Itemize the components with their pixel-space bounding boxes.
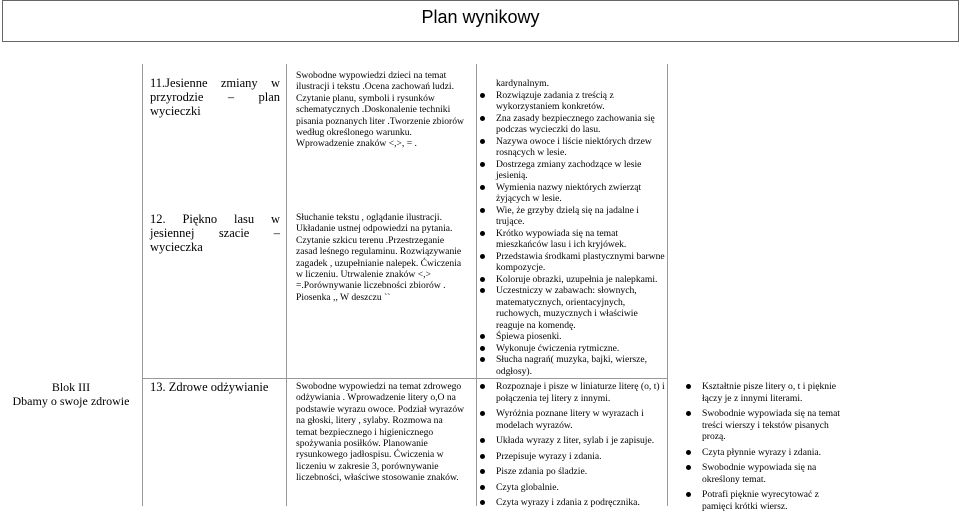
- list-item-text: Śpiewa piosenki.: [496, 331, 562, 342]
- grid-line: [286, 64, 287, 506]
- list-item-text: Wie, że grzyby dzielą się na jadalne i trujące.: [496, 204, 639, 227]
- grid-line: [142, 64, 143, 506]
- list-item: [476, 90, 666, 113]
- list-item-text: Pisze zdania po śladzie.: [496, 466, 588, 477]
- list-item: [476, 159, 666, 182]
- description-13: Swobodne wypowiedzi na temat zdrowego odżywiania . Wprowadzenie litery o,O na podstawie wyrazu owoce. Podział wyrazów na głoski, litery , sylaby. Rozmowa na temat bezpiecznego i higienicznego spożywania posiłków. Planowanie rysunkowego jadłospisu. Ćwiczenia w liczeniu w zakresie 3, porównywanie liczebności, właściwe stosowanie znaków.: [296, 381, 465, 484]
- list-item-text: Przedstawia środkami plastycznymi barwne kompozycje.: [496, 250, 665, 273]
- list-item: [682, 447, 842, 459]
- title-bar: [2, 0, 959, 42]
- list-item: [476, 497, 666, 509]
- list-item: [682, 462, 842, 485]
- topic-12: 12. Piękno lasu w jesiennej szacie – wycieczka: [150, 212, 280, 254]
- page-title: Plan wynikowy: [421, 7, 540, 27]
- list-item-text: Uczestniczy w zabawach: słownych, matematycznych, orientacyjnych, ruchowych, muzycznych i właściwie reaguje na komendę.: [496, 285, 638, 331]
- list-item-text: Wykonuje ćwiczenia rytmiczne.: [496, 342, 620, 354]
- list-item-text: Koloruje obrazki, uzupełnia je nalepkami.: [496, 273, 658, 285]
- list-item: [682, 381, 842, 404]
- list-item: [476, 435, 666, 447]
- list-item: [476, 466, 666, 478]
- list-item-text: Czyta globalnie.: [496, 481, 559, 493]
- grid-line: [667, 64, 668, 506]
- requirements-list-upper: [476, 78, 666, 377]
- requirements-list-basic: [476, 381, 666, 513]
- list-item: [476, 113, 666, 136]
- list-item-text: kardynalnym.: [496, 78, 550, 89]
- description-11: Swobodne wypowiedzi dzieci na temat ilustracji i tekstu .Ocena zachowań ludzi. Czytanie planu, symboli i rysunków schematycznych .Doskonalenie techniki pisania poznanych liter .Tworzenie zbiorów według określonego warunku. Wprowadzenie znaków <,>, = .: [296, 70, 464, 150]
- list-item: [476, 251, 666, 274]
- block-label: [2, 380, 140, 408]
- list-item: [476, 408, 666, 431]
- block-name: Dbamy o swoje zdrowie: [12, 394, 130, 408]
- list-item-text: Czyta płynnie wyrazy i zdania.: [702, 446, 822, 458]
- list-item: [476, 354, 666, 377]
- list-item-text: Dostrzega zmiany zachodzące w lesie jesienią.: [496, 158, 642, 181]
- list-item-text: Słucha nagrań( muzyka, bajki, wiersze, odgłosy).: [496, 354, 648, 377]
- list-item: [682, 408, 842, 443]
- list-item: [682, 489, 842, 512]
- list-item-text: Wyróżnia poznane litery w wyrazach i modelach wyrazów.: [496, 408, 644, 431]
- list-item: [476, 274, 666, 286]
- list-item-text: Swobodnie wypowiada się na temat treści wierszy i tekstów pisanych prozą.: [702, 408, 841, 442]
- list-item: [476, 228, 666, 251]
- list-item: [476, 381, 666, 404]
- list-item-text: Kształtnie pisze litery o, t i pięknie łączy je z innymi literami.: [702, 381, 837, 404]
- list-item-text: Potrafi pięknie wyrecytować z pamięci krótki wiersz.: [702, 489, 819, 512]
- list-item: [476, 205, 666, 228]
- list-item-text: Rozwiązuje zadania z treścią z wykorzystaniem konkretów.: [496, 89, 614, 112]
- list-item-text: Przepisuje wyrazy i zdania.: [496, 450, 602, 462]
- list-item: [476, 136, 666, 159]
- list-item: [476, 451, 666, 463]
- row-divider: [142, 378, 667, 379]
- list-item-text: Swobodnie wypowiada się na określony temat.: [702, 462, 817, 485]
- list-item-text: Nazywa owoce i liście niektórych drzew rosnących w lesie.: [496, 135, 652, 158]
- list-item: [476, 331, 666, 343]
- list-item-text: Wymienia nazwy niektórych zwierząt żyjących w lesie.: [496, 181, 642, 204]
- topic-11: 11.Jesienne zmiany w przyrodzie – plan wycieczki: [150, 76, 280, 118]
- list-item-text: Czyta wyrazy i zdania z podręcznika.: [496, 497, 640, 508]
- list-item-text: Krótko wypowiada się na temat mieszkańców lasu i ich kryjówek.: [496, 227, 627, 250]
- list-item: [476, 285, 666, 331]
- list-item-text: Zna zasady bezpiecznego zachowania się podczas wycieczki do lasu.: [496, 112, 655, 135]
- requirements-list-extended: [682, 381, 842, 516]
- topic-13: 13. Zdrowe odżywianie: [150, 380, 269, 394]
- list-item: [476, 182, 666, 205]
- description-12: Słuchanie tekstu , oglądanie ilustracji. Układanie ustnej odpowiedzi na pytania. Czytanie szkicu terenu .Przestrzeganie zasad leśnego regulaminu. Rozwiązywanie zagadek , uzupełnianie nalepek. Ćwiczenia w liczeniu. Utrwalenie znaków <,> =.Porównywanie liczebności zbiorów . Piosenka ,, W deszczu ``: [296, 212, 462, 303]
- list-item-text: Rozpoznaje i pisze w liniaturze literę (o, t) i połączenia tej litery z innymi.: [496, 381, 665, 404]
- block-number: Blok III: [51, 380, 91, 394]
- list-item: [476, 482, 666, 494]
- list-item: [476, 343, 666, 355]
- list-item-text: Układa wyrazy z liter, sylab i je zapisuje.: [496, 435, 655, 446]
- list-item: [476, 78, 666, 90]
